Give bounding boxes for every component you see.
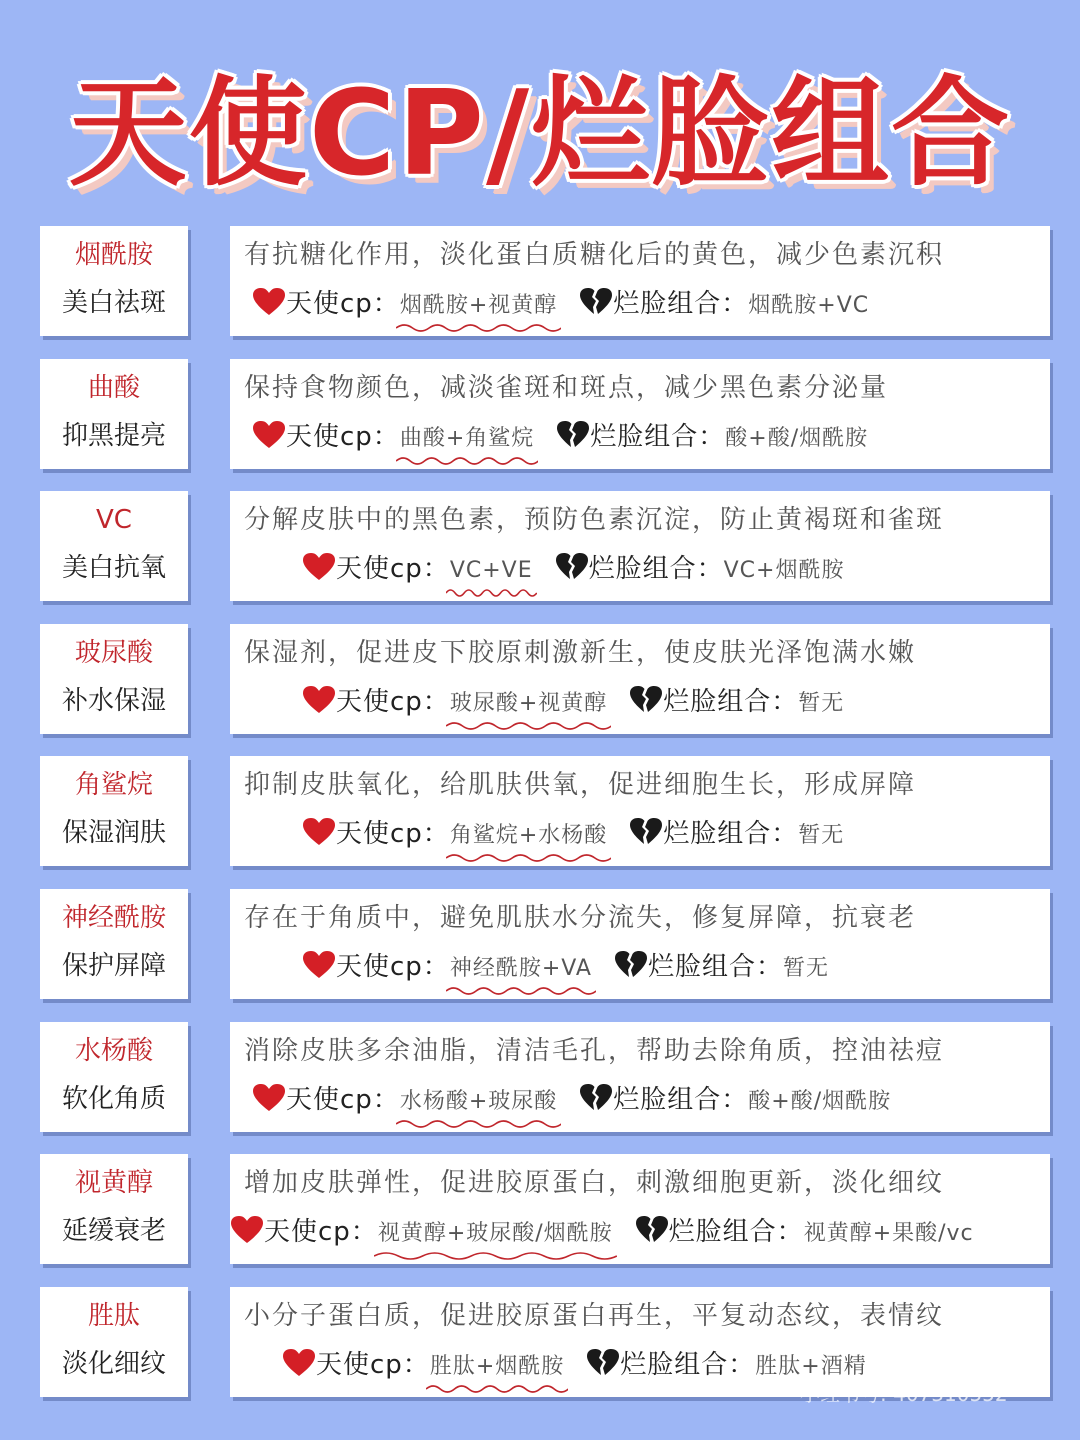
- angel-cp-value: [450, 686, 607, 724]
- watermark: 小红书号: 407310552: [800, 1382, 1008, 1406]
- ingredient-label-box: [40, 359, 188, 469]
- bad-combo-value: VC+烟酰胺: [723, 558, 845, 584]
- ingredient-name: 曲酸: [87, 372, 140, 403]
- ingredient-label-box: [40, 491, 188, 601]
- angel-cp-text: 角鲨烷+水杨酸: [449, 823, 608, 849]
- angel-cp-text: 视黄醇+玻尿酸/烟酰胺: [377, 1221, 613, 1247]
- angel-cp-text: 曲酸+角鲨烷: [399, 425, 535, 451]
- ingredient-row: [0, 359, 1080, 469]
- bad-combo-value: 酸+酸/烟酰胺: [748, 1088, 892, 1114]
- bad-combo-value: 烟酰胺+VC: [748, 293, 870, 318]
- broken-heart-icon: [555, 552, 589, 582]
- angel-cp-text: VC+VE: [449, 558, 533, 584]
- ingredient-description: 增加皮肤弹性，促进胶原蛋白，刺激细胞更新，淡化细纹: [244, 1168, 945, 1199]
- ingredient-description-box: [230, 624, 1050, 734]
- angel-cp-label: 天使cp：: [286, 289, 400, 319]
- ingredient-label-box: [40, 1154, 188, 1264]
- ingredient-effect: 抑黑提亮: [61, 420, 166, 451]
- heart-icon: [302, 685, 336, 715]
- bad-combo-value: 暂无: [798, 690, 845, 716]
- angel-cp-text: 神经酰胺+VA: [449, 956, 592, 981]
- ingredient-name: 烟酰胺: [74, 240, 153, 270]
- ingredient-description: 存在于角质中，避免肌肤水分流失，修复屏障，抗衰老: [244, 903, 917, 933]
- ingredient-description: 抑制皮肤氧化，给肌肤供氧，促进细胞生长，形成屏障: [244, 770, 917, 801]
- ingredient-description: 有抗糖化作用，淡化蛋白质糖化后的黄色，减少色素沉积: [244, 240, 945, 270]
- angel-cp-label: 天使cp：: [264, 1217, 378, 1248]
- angel-cp-text: 烟酰胺+视黄醇: [399, 293, 558, 318]
- ingredient-description-box: [230, 1022, 1050, 1132]
- heart-icon: [252, 1083, 286, 1113]
- combination-line: [302, 684, 844, 720]
- ingredient-description: 保持食物颜色，减淡雀斑和斑点，减少黑色素分泌量: [244, 372, 889, 403]
- heart-icon: [302, 950, 336, 980]
- ingredient-row: [0, 1154, 1080, 1264]
- heart-icon: [230, 1215, 264, 1245]
- bad-combo-value: 酸+酸/烟酰胺: [725, 425, 869, 451]
- angel-cp-text: 胜肽+烟酰胺: [429, 1353, 565, 1379]
- angel-cp-label: 天使cp：: [286, 421, 400, 452]
- broken-heart-icon: [629, 817, 663, 847]
- angel-cp-text: 水杨酸+玻尿酸: [399, 1088, 558, 1114]
- heart-icon: [252, 287, 286, 317]
- combination-line: [302, 551, 844, 587]
- ingredient-effect: 美白抗氧: [61, 553, 166, 584]
- ingredient-name: 水杨酸: [74, 1035, 153, 1066]
- bad-combo-value: 暂无: [782, 956, 829, 981]
- angel-cp-value: [430, 1349, 564, 1387]
- bad-combo-label: 烂脸组合：: [613, 289, 749, 319]
- broken-heart-icon: [579, 1083, 613, 1113]
- angel-cp-value: [450, 951, 592, 989]
- heart-icon: [302, 817, 336, 847]
- angel-cp-text: 玻尿酸+视黄醇: [449, 690, 608, 716]
- ingredient-label-box: [40, 1022, 188, 1132]
- angel-cp-value: [450, 553, 533, 591]
- combination-line: [252, 419, 868, 455]
- ingredient-label-box: [40, 1287, 188, 1397]
- combination-line: [230, 1214, 974, 1250]
- broken-heart-icon: [614, 950, 648, 980]
- ingredient-effect: 保湿润肤: [61, 818, 166, 849]
- ingredient-label-box: [40, 624, 188, 734]
- heart-icon: [282, 1348, 316, 1378]
- broken-heart-icon: [579, 287, 613, 317]
- angel-cp-value: [400, 1084, 557, 1122]
- ingredient-name: 角鲨烷: [74, 770, 153, 801]
- broken-heart-icon: [635, 1215, 669, 1245]
- ingredient-description-box: [230, 889, 1050, 999]
- angel-cp-label: 天使cp：: [336, 554, 450, 585]
- ingredient-description-box: [230, 1154, 1050, 1264]
- ingredient-description-box: [230, 226, 1050, 336]
- angel-cp-label: 天使cp：: [286, 1084, 400, 1115]
- broken-heart-icon: [556, 420, 590, 450]
- angel-cp-value: [400, 288, 557, 326]
- angel-cp-value: [378, 1216, 613, 1254]
- combination-line: [302, 816, 844, 852]
- ingredient-description-box: [230, 491, 1050, 601]
- ingredient-effect: 淡化细纹: [61, 1348, 166, 1379]
- ingredient-label-box: [40, 889, 188, 999]
- ingredient-name: 视黄醇: [74, 1168, 153, 1199]
- bad-combo-label: 烂脸组合：: [663, 686, 799, 717]
- ingredient-row: [0, 226, 1080, 336]
- ingredient-effect: 延缓衰老: [61, 1216, 166, 1247]
- bad-combo-label: 烂脸组合：: [613, 1084, 749, 1115]
- bad-combo-label: 烂脸组合：: [620, 1349, 756, 1380]
- ingredient-description: 消除皮肤多余油脂，清洁毛孔，帮助去除角质，控油祛痘: [244, 1035, 945, 1066]
- bad-combo-value: 暂无: [798, 823, 845, 849]
- ingredient-effect: 保护屏障: [61, 951, 166, 981]
- ingredient-row: [0, 1022, 1080, 1132]
- ingredient-name: VC: [96, 505, 132, 536]
- angel-cp-label: 天使cp：: [336, 686, 450, 717]
- ingredient-row: [0, 624, 1080, 734]
- angel-cp-value: [450, 818, 607, 856]
- ingredient-row: [0, 889, 1080, 999]
- bad-combo-value: 视黄醇+果酸/vc: [803, 1221, 974, 1247]
- ingredient-description-box: [230, 359, 1050, 469]
- page-title: 天使CP/烂脸组合: [68, 64, 1012, 202]
- combination-line: [252, 1082, 891, 1118]
- ingredient-effect: 软化角质: [61, 1083, 166, 1114]
- bad-combo-label: 烂脸组合：: [590, 421, 726, 452]
- broken-heart-icon: [629, 685, 663, 715]
- ingredient-row: [0, 491, 1080, 601]
- ingredient-label-box: [40, 756, 188, 866]
- angel-cp-label: 天使cp：: [336, 952, 450, 982]
- combination-line: [302, 949, 829, 985]
- ingredient-description: 小分子蛋白质，促进胶原蛋白再生，平复动态纹，表情纹: [244, 1300, 945, 1331]
- angel-cp-value: [400, 421, 534, 459]
- ingredient-description: 分解皮肤中的黑色素，预防色素沉淀，防止黄褐斑和雀斑: [244, 505, 945, 536]
- ingredient-effect: 美白祛斑: [61, 288, 166, 318]
- angel-cp-label: 天使cp：: [316, 1349, 430, 1380]
- bad-combo-label: 烂脸组合：: [668, 1217, 804, 1248]
- ingredient-name: 胜肽: [87, 1300, 140, 1331]
- heart-icon: [252, 420, 286, 450]
- bad-combo-label: 烂脸组合：: [588, 554, 724, 585]
- ingredient-label-box: [40, 226, 188, 336]
- ingredient-effect: 补水保湿: [61, 685, 166, 716]
- combination-line: [282, 1347, 867, 1383]
- ingredient-name: 神经酰胺: [61, 903, 166, 933]
- angel-cp-label: 天使cp：: [336, 819, 450, 850]
- ingredient-description: 保湿剂，促进皮下胶原刺激新生，使皮肤光泽饱满水嫩: [244, 637, 917, 668]
- heart-icon: [302, 552, 336, 582]
- ingredient-name: 玻尿酸: [74, 637, 153, 668]
- bad-combo-label: 烂脸组合：: [647, 952, 783, 982]
- combination-line: [252, 286, 869, 322]
- ingredient-row: [0, 756, 1080, 866]
- ingredient-description-box: [230, 756, 1050, 866]
- bad-combo-value: 胜肽+酒精: [755, 1353, 867, 1379]
- bad-combo-label: 烂脸组合：: [663, 819, 799, 850]
- broken-heart-icon: [586, 1348, 620, 1378]
